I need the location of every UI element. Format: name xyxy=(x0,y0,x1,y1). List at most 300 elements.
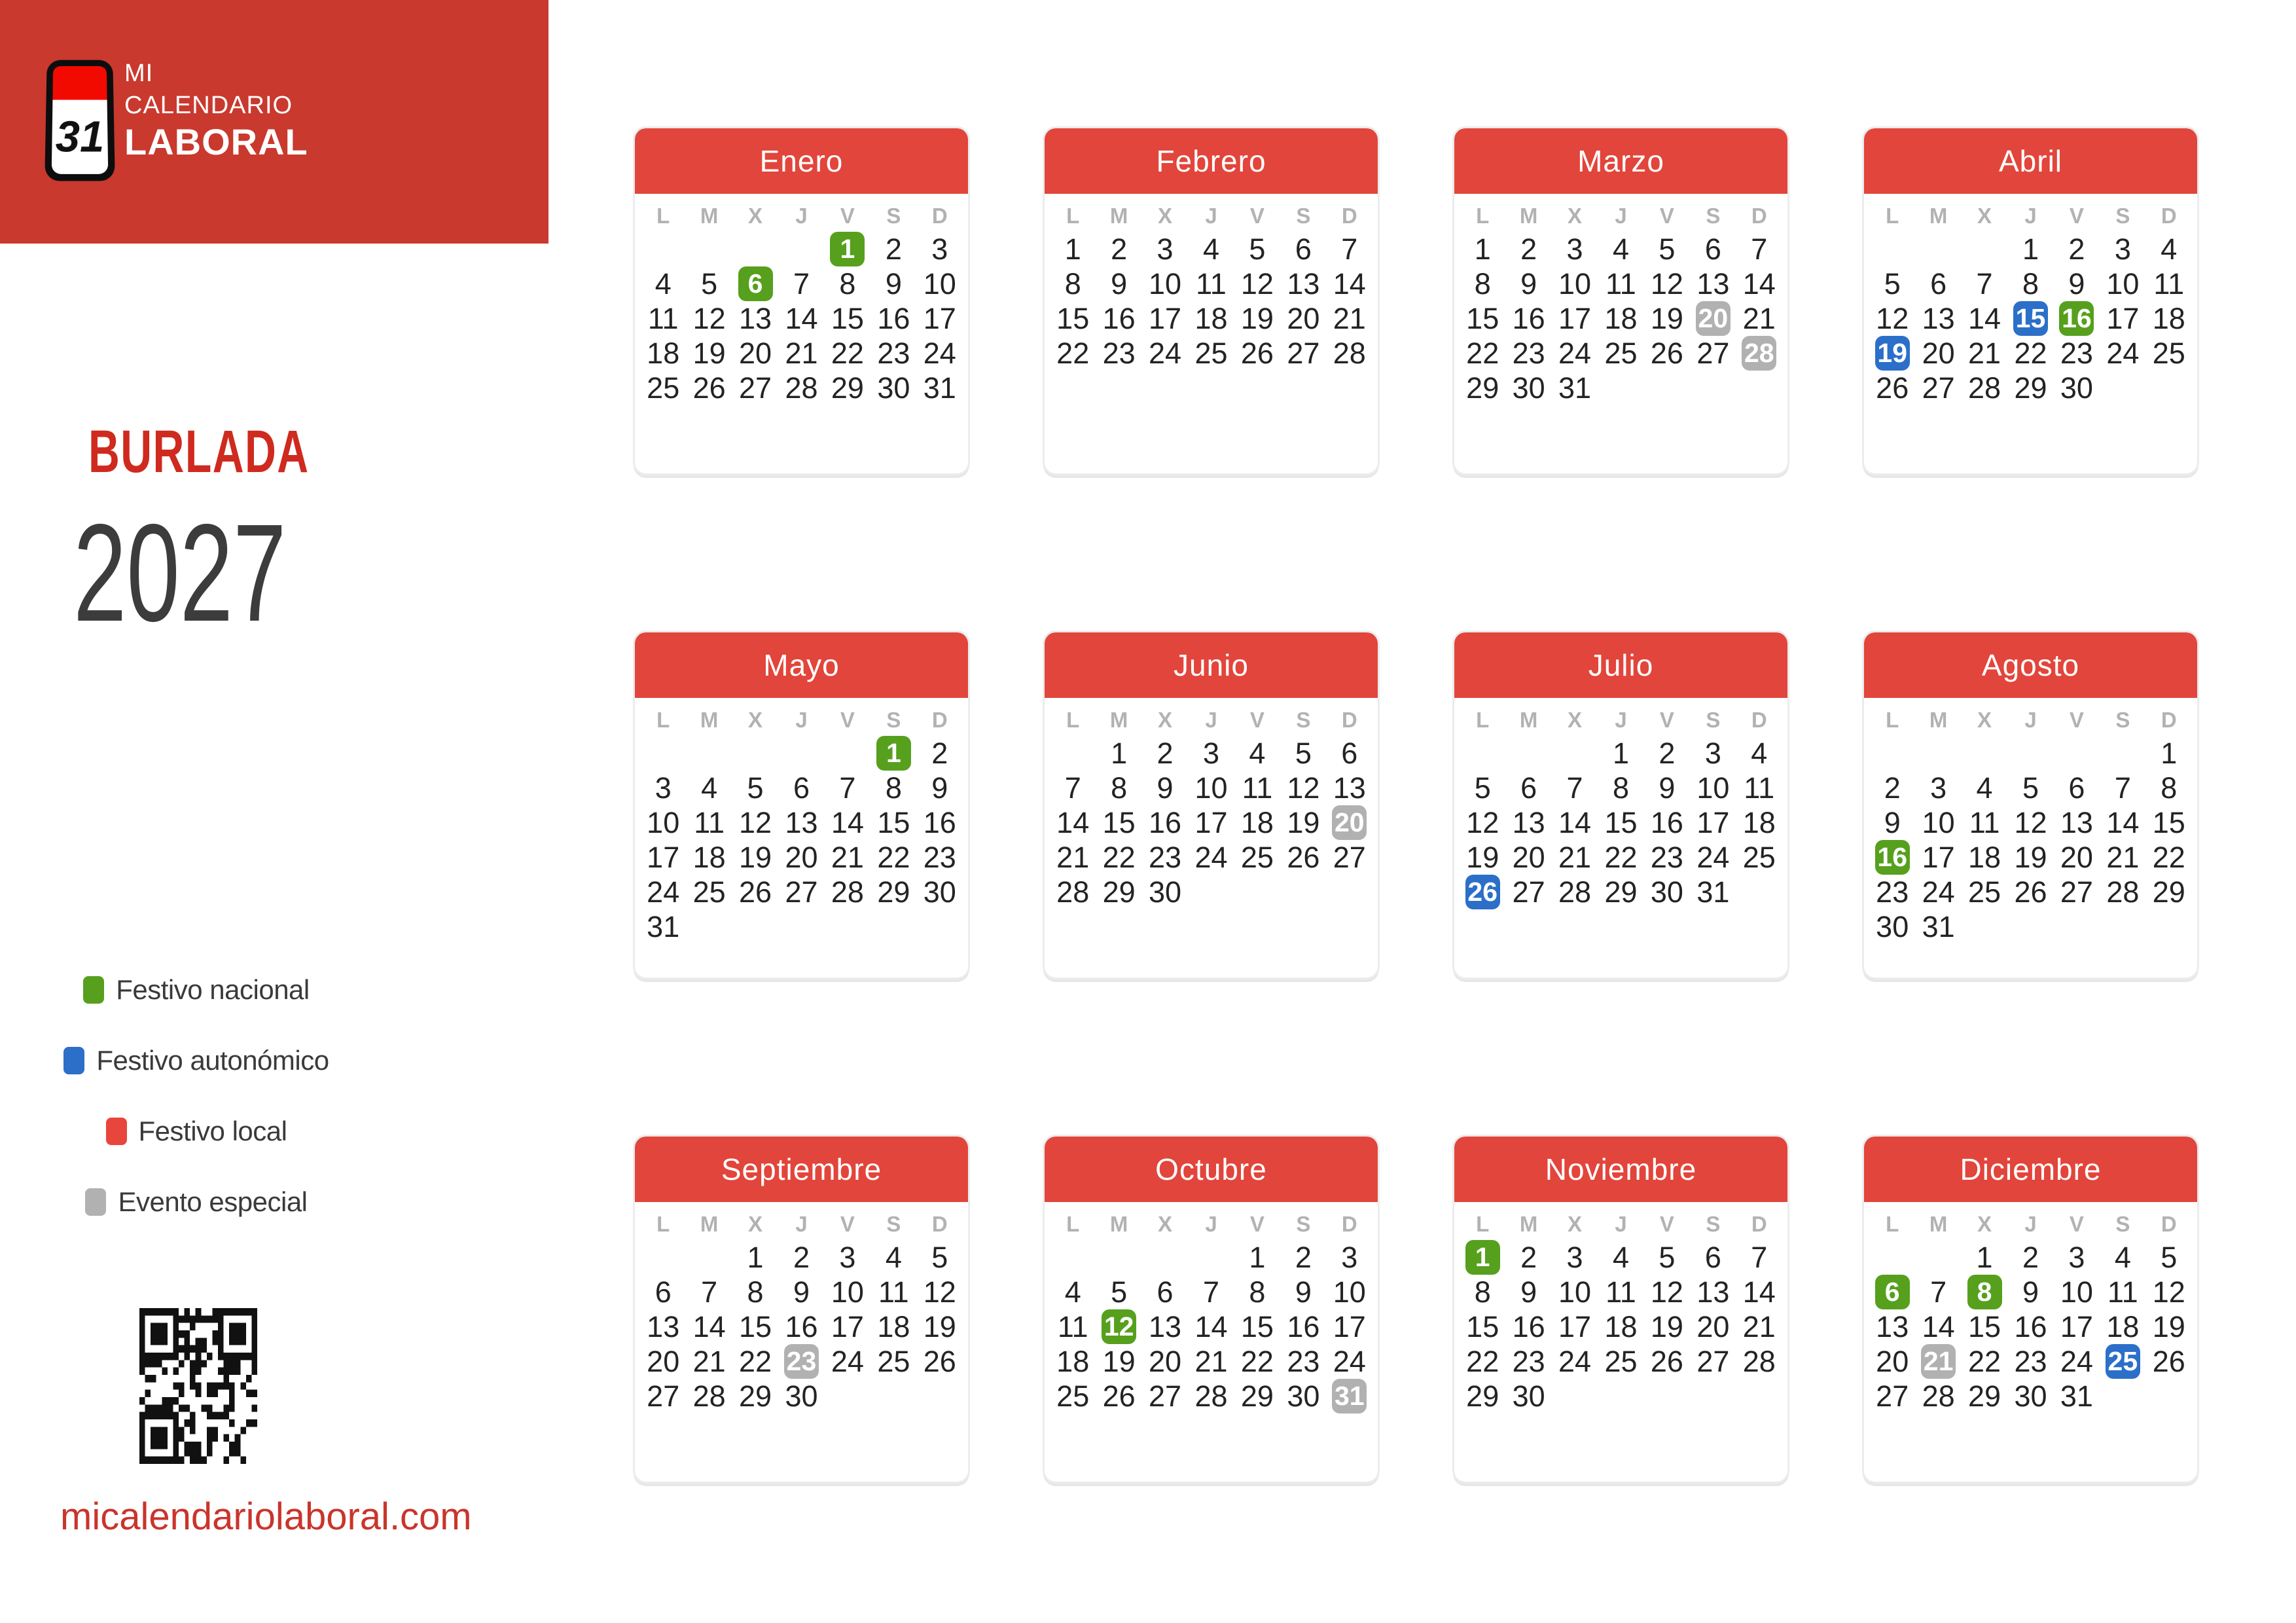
day-cell: 2 xyxy=(793,1240,810,1274)
weekday-label: L xyxy=(1886,204,1899,228)
day-cell-nacional: 16 xyxy=(2059,301,2094,336)
day-cell: 18 xyxy=(1194,301,1228,335)
day-cell: 7 xyxy=(839,771,856,805)
day-cell: 4 xyxy=(1612,232,1629,266)
day-cell: 1 xyxy=(2022,232,2039,266)
day-cell-nacional: 6 xyxy=(1875,1275,1910,1309)
weekday-row xyxy=(1454,202,1787,230)
day-cell: 6 xyxy=(1341,736,1358,770)
day-cell: 22 xyxy=(831,336,864,370)
day-cell: 11 xyxy=(1969,805,2000,839)
day-cell: 8 xyxy=(1064,266,1081,301)
weekday-label: L xyxy=(1476,204,1490,228)
day-cell: 28 xyxy=(1194,1379,1228,1413)
month-card-11 xyxy=(1452,1135,1789,1484)
day-cell: 12 xyxy=(1650,266,1683,301)
weekday-label: L xyxy=(1066,204,1080,228)
weekday-label: M xyxy=(1929,708,1948,732)
weekday-label: V xyxy=(1659,708,1674,732)
day-cell: 10 xyxy=(2106,266,2140,301)
day-cell: 17 xyxy=(647,840,680,874)
day-cell: 3 xyxy=(1341,1240,1358,1274)
weekday-label: L xyxy=(1886,708,1899,732)
day-cell: 20 xyxy=(1876,1344,1909,1378)
day-cell: 27 xyxy=(2060,875,2093,909)
day-cell: 1 xyxy=(1249,1240,1266,1274)
day-cell: 14 xyxy=(1742,266,1776,301)
day-cell: 9 xyxy=(1295,1275,1312,1309)
day-cell: 22 xyxy=(1240,1344,1274,1378)
weekday-label: M xyxy=(700,204,719,228)
weekday-label: M xyxy=(1109,1212,1128,1236)
weekday-label: V xyxy=(2069,204,2084,228)
day-cell: 16 xyxy=(1102,301,1136,335)
weekday-row xyxy=(1045,202,1378,230)
day-cell: 2 xyxy=(931,736,948,770)
day-cell: 11 xyxy=(1242,771,1273,805)
days-grid xyxy=(1864,232,2197,405)
day-cell: 14 xyxy=(2106,805,2140,839)
day-cell: 16 xyxy=(1149,805,1182,839)
day-cell: 20 xyxy=(1922,336,1955,370)
day-cell: 13 xyxy=(1149,1309,1182,1343)
day-cell: 25 xyxy=(692,875,726,909)
day-cell: 5 xyxy=(2022,771,2039,805)
day-cell: 2 xyxy=(1520,232,1537,266)
month-card-9 xyxy=(633,1135,970,1484)
day-cell: 9 xyxy=(1520,266,1537,301)
day-cell: 4 xyxy=(1751,736,1768,770)
day-cell: 13 xyxy=(1287,266,1320,301)
day-cell: 5 xyxy=(1659,1240,1676,1274)
weekday-label: S xyxy=(1706,204,1721,228)
weekday-label: X xyxy=(1158,708,1173,732)
day-cell: 28 xyxy=(1742,1344,1776,1378)
day-cell: 18 xyxy=(2152,301,2185,335)
day-cell: 4 xyxy=(1976,771,1993,805)
weekday-label: L xyxy=(1066,1212,1080,1236)
day-cell: 26 xyxy=(739,875,772,909)
city-title: BURLADA xyxy=(88,418,310,485)
day-cell: 21 xyxy=(1558,840,1592,874)
day-cell: 28 xyxy=(1056,875,1090,909)
legend-item-local xyxy=(39,1116,353,1147)
weekday-label: L xyxy=(656,204,670,228)
weekday-label: J xyxy=(795,1212,808,1236)
day-cell: 4 xyxy=(655,266,672,301)
day-cell: 15 xyxy=(1466,301,1499,335)
weekday-label: X xyxy=(1158,204,1173,228)
weekday-label: D xyxy=(2161,204,2177,228)
day-cell: 14 xyxy=(1742,1275,1776,1309)
weekday-label: L xyxy=(656,1212,670,1236)
day-cell: 23 xyxy=(1102,336,1136,370)
day-cell: 9 xyxy=(2068,266,2085,301)
day-cell: 14 xyxy=(692,1309,726,1343)
day-cell: 2 xyxy=(1659,736,1676,770)
day-cell: 19 xyxy=(2014,840,2047,874)
day-cell: 7 xyxy=(701,1275,718,1309)
day-cell: 26 xyxy=(1240,336,1274,370)
month-card-6 xyxy=(1043,630,1380,979)
day-cell: 8 xyxy=(1612,771,1629,805)
day-cell: 12 xyxy=(739,805,772,839)
day-cell-especial: 20 xyxy=(1332,805,1367,840)
day-cell: 13 xyxy=(1876,1309,1909,1343)
weekday-label: S xyxy=(1296,1212,1311,1236)
day-cell: 9 xyxy=(2022,1275,2039,1309)
day-cell: 10 xyxy=(647,805,680,839)
day-cell: 5 xyxy=(931,1240,948,1274)
day-cell: 2 xyxy=(1157,736,1174,770)
day-cell: 27 xyxy=(1876,1379,1909,1413)
day-cell: 28 xyxy=(692,1379,726,1413)
day-cell: 10 xyxy=(2060,1275,2093,1309)
day-cell: 25 xyxy=(2152,336,2185,370)
day-cell: 27 xyxy=(1696,336,1730,370)
year-title: 2027 xyxy=(73,495,287,650)
day-cell: 19 xyxy=(692,336,726,370)
day-cell: 19 xyxy=(1650,301,1683,335)
day-cell: 2 xyxy=(1295,1240,1312,1274)
day-cell: 15 xyxy=(1102,805,1136,839)
day-cell: 24 xyxy=(1558,336,1592,370)
day-cell: 18 xyxy=(1604,301,1638,335)
weekday-label: S xyxy=(1706,708,1721,732)
days-grid xyxy=(1454,232,1787,405)
website-link[interactable]: micalendariolaboral.com xyxy=(60,1495,472,1538)
day-cell: 16 xyxy=(1512,1309,1545,1343)
day-cell: 10 xyxy=(1696,771,1730,805)
day-cell: 13 xyxy=(1333,771,1366,805)
day-cell-especial: 21 xyxy=(1921,1344,1956,1379)
day-cell: 12 xyxy=(2014,805,2047,839)
weekday-label: S xyxy=(886,204,901,228)
day-cell: 29 xyxy=(831,371,864,405)
day-cell: 5 xyxy=(1249,232,1266,266)
day-cell: 9 xyxy=(793,1275,810,1309)
day-cell: 17 xyxy=(1922,840,1955,874)
days-grid xyxy=(635,1240,968,1413)
weekday-label: V xyxy=(840,708,855,732)
weekday-label: M xyxy=(1109,204,1128,228)
day-cell: 31 xyxy=(2060,1379,2093,1413)
day-cell: 25 xyxy=(647,371,680,405)
weekday-label: V xyxy=(840,204,855,228)
day-cell: 20 xyxy=(739,336,772,370)
day-cell: 13 xyxy=(1922,301,1955,335)
weekday-label: V xyxy=(840,1212,855,1236)
day-cell: 10 xyxy=(1333,1275,1366,1309)
month-title: Julio xyxy=(1454,632,1787,698)
weekday-label: X xyxy=(1158,1212,1173,1236)
weekday-label: J xyxy=(795,204,808,228)
day-cell: 18 xyxy=(1742,805,1776,839)
day-cell: 21 xyxy=(1742,301,1776,335)
weekday-label: D xyxy=(1751,204,1767,228)
day-cell: 12 xyxy=(1466,805,1499,839)
day-cell: 19 xyxy=(1650,1309,1683,1343)
day-cell: 25 xyxy=(1604,1344,1638,1378)
day-cell: 20 xyxy=(785,840,818,874)
day-cell: 11 xyxy=(694,805,725,839)
day-cell: 19 xyxy=(1466,840,1499,874)
weekday-label: L xyxy=(1476,1212,1490,1236)
weekday-label: S xyxy=(2115,708,2130,732)
weekday-label: D xyxy=(1341,1212,1357,1236)
day-cell: 30 xyxy=(1512,371,1545,405)
day-cell: 25 xyxy=(1194,336,1228,370)
days-grid xyxy=(635,736,968,944)
day-cell: 11 xyxy=(1605,266,1636,301)
day-cell: 7 xyxy=(2114,771,2131,805)
day-cell: 13 xyxy=(739,301,772,335)
day-cell: 7 xyxy=(1202,1275,1219,1309)
weekday-label: D xyxy=(931,1212,948,1236)
day-cell: 6 xyxy=(1295,232,1312,266)
weekday-row xyxy=(635,202,968,230)
day-cell: 13 xyxy=(1512,805,1545,839)
day-cell: 3 xyxy=(1704,736,1721,770)
day-cell: 10 xyxy=(1194,771,1228,805)
day-cell: 7 xyxy=(1064,771,1081,805)
legend-item-especial xyxy=(39,1186,353,1218)
day-cell: 24 xyxy=(1696,840,1730,874)
day-cell: 11 xyxy=(1196,266,1227,301)
legend-label: Festivo nacional xyxy=(116,974,310,1005)
day-cell: 14 xyxy=(831,805,864,839)
day-cell-especial: 23 xyxy=(784,1344,819,1379)
weekday-label: X xyxy=(1977,708,1992,732)
day-cell: 26 xyxy=(2014,875,2047,909)
calendar-31-icon xyxy=(45,60,115,181)
day-cell: 6 xyxy=(2068,771,2085,805)
day-cell: 14 xyxy=(1922,1309,1955,1343)
day-cell: 13 xyxy=(1696,266,1730,301)
weekday-label: J xyxy=(1615,1212,1627,1236)
day-cell: 10 xyxy=(1558,266,1592,301)
day-cell: 20 xyxy=(1512,840,1545,874)
day-cell: 16 xyxy=(877,301,910,335)
day-cell: 26 xyxy=(2152,1344,2185,1378)
day-cell: 27 xyxy=(785,875,818,909)
day-cell: 6 xyxy=(1704,1240,1721,1274)
day-cell: 22 xyxy=(1604,840,1638,874)
day-cell: 13 xyxy=(1696,1275,1730,1309)
day-cell: 9 xyxy=(1111,266,1128,301)
weekday-label: V xyxy=(1659,204,1674,228)
day-cell: 19 xyxy=(739,840,772,874)
day-cell: 29 xyxy=(1968,1379,2001,1413)
day-cell: 30 xyxy=(1876,909,1909,943)
day-cell: 7 xyxy=(793,266,810,301)
day-cell: 4 xyxy=(2114,1240,2131,1274)
local-color-swatch xyxy=(106,1118,127,1145)
day-cell: 17 xyxy=(1558,1309,1592,1343)
day-cell-nacional: 8 xyxy=(1967,1275,2002,1309)
weekday-label: M xyxy=(1519,708,1538,732)
day-cell: 23 xyxy=(923,840,956,874)
legend-label: Festivo autonómico xyxy=(96,1045,329,1076)
day-cell: 7 xyxy=(1751,1240,1768,1274)
month-title: Noviembre xyxy=(1454,1137,1787,1202)
weekday-row xyxy=(635,706,968,735)
day-cell: 23 xyxy=(877,336,910,370)
day-cell: 1 xyxy=(1474,232,1491,266)
day-cell: 18 xyxy=(877,1309,910,1343)
day-cell: 21 xyxy=(692,1344,726,1378)
weekday-row xyxy=(1454,1210,1787,1239)
day-cell: 5 xyxy=(2161,1240,2178,1274)
weekday-label: X xyxy=(1977,204,1992,228)
day-cell: 5 xyxy=(747,771,764,805)
weekday-label: M xyxy=(700,1212,719,1236)
weekday-label: X xyxy=(748,1212,763,1236)
day-cell: 16 xyxy=(785,1309,818,1343)
day-cell: 26 xyxy=(692,371,726,405)
day-cell: 1 xyxy=(1612,736,1629,770)
day-cell: 17 xyxy=(1696,805,1730,839)
day-cell: 14 xyxy=(1056,805,1090,839)
day-cell: 19 xyxy=(1287,805,1320,839)
day-cell: 9 xyxy=(931,771,948,805)
day-cell: 23 xyxy=(1149,840,1182,874)
day-cell: 9 xyxy=(1659,771,1676,805)
day-cell: 8 xyxy=(839,266,856,301)
day-cell: 24 xyxy=(831,1344,864,1378)
month-card-7 xyxy=(1452,630,1789,979)
day-cell: 22 xyxy=(1466,1344,1499,1378)
day-cell: 16 xyxy=(1650,805,1683,839)
day-cell: 9 xyxy=(1520,1275,1537,1309)
day-cell: 2 xyxy=(885,232,902,266)
day-cell: 13 xyxy=(2060,805,2093,839)
weekday-label: M xyxy=(1519,204,1538,228)
day-cell: 3 xyxy=(1566,1240,1583,1274)
days-grid xyxy=(1864,1240,2197,1413)
day-cell: 10 xyxy=(923,266,956,301)
day-cell-nacional: 12 xyxy=(1102,1309,1136,1344)
weekday-label: S xyxy=(886,708,901,732)
day-cell: 3 xyxy=(1930,771,1947,805)
weekday-label: J xyxy=(1205,1212,1217,1236)
day-cell: 20 xyxy=(1149,1344,1182,1378)
day-cell: 12 xyxy=(1240,266,1274,301)
day-cell: 18 xyxy=(1240,805,1274,839)
weekday-label: X xyxy=(748,204,763,228)
weekday-row xyxy=(1045,1210,1378,1239)
day-cell: 29 xyxy=(2014,371,2047,405)
month-card-3 xyxy=(1452,126,1789,475)
day-cell: 17 xyxy=(831,1309,864,1343)
weekday-label: V xyxy=(1659,1212,1674,1236)
day-cell: 22 xyxy=(739,1344,772,1378)
day-cell: 5 xyxy=(1884,266,1901,301)
day-cell: 21 xyxy=(1333,301,1366,335)
day-cell: 24 xyxy=(2060,1344,2093,1378)
brand-line-laboral: LABORAL xyxy=(124,121,308,162)
day-cell: 8 xyxy=(1474,1275,1491,1309)
day-cell: 27 xyxy=(1696,1344,1730,1378)
day-cell: 27 xyxy=(739,371,772,405)
day-cell: 2 xyxy=(1111,232,1128,266)
legend-item-autonomico xyxy=(39,1045,353,1076)
day-cell: 11 xyxy=(878,1275,909,1309)
day-cell: 31 xyxy=(923,371,956,405)
day-cell: 11 xyxy=(2107,1275,2138,1309)
day-cell: 15 xyxy=(1240,1309,1274,1343)
day-cell: 7 xyxy=(1930,1275,1947,1309)
day-cell: 10 xyxy=(1558,1275,1592,1309)
day-cell: 7 xyxy=(1976,266,1993,301)
day-cell: 23 xyxy=(2060,336,2093,370)
day-cell: 9 xyxy=(885,266,902,301)
day-cell: 21 xyxy=(2106,840,2140,874)
day-cell: 15 xyxy=(1968,1309,2001,1343)
day-cell: 4 xyxy=(1612,1240,1629,1274)
day-cell: 12 xyxy=(692,301,726,335)
month-card-1 xyxy=(633,126,970,475)
day-cell: 14 xyxy=(785,301,818,335)
day-cell: 22 xyxy=(1466,336,1499,370)
day-cell: 26 xyxy=(923,1344,956,1378)
day-cell: 20 xyxy=(1696,1309,1730,1343)
brand-line-calendario: CALENDARIO xyxy=(124,92,293,119)
weekday-label: V xyxy=(1249,708,1265,732)
day-cell: 28 xyxy=(1968,371,2001,405)
day-cell: 2 xyxy=(2022,1240,2039,1274)
month-card-5 xyxy=(633,630,970,979)
weekday-label: J xyxy=(1205,708,1217,732)
day-cell-autonomico: 15 xyxy=(2013,301,2048,336)
day-cell: 8 xyxy=(2161,771,2178,805)
day-cell: 6 xyxy=(1704,232,1721,266)
day-cell: 23 xyxy=(1512,1344,1545,1378)
weekday-label: S xyxy=(1296,204,1311,228)
weekday-label: L xyxy=(1886,1212,1899,1236)
day-cell: 30 xyxy=(877,371,910,405)
weekday-label: S xyxy=(2115,204,2130,228)
day-cell: 15 xyxy=(1604,805,1638,839)
day-cell: 17 xyxy=(1558,301,1592,335)
day-cell: 27 xyxy=(647,1379,680,1413)
day-cell: 5 xyxy=(1474,771,1491,805)
day-cell: 17 xyxy=(923,301,956,335)
day-cell: 2 xyxy=(2068,232,2085,266)
day-cell: 30 xyxy=(1650,875,1683,909)
day-cell: 27 xyxy=(1512,875,1545,909)
weekday-label: D xyxy=(1751,1212,1767,1236)
day-cell: 5 xyxy=(1111,1275,1128,1309)
day-cell: 12 xyxy=(2152,1275,2185,1309)
day-cell: 3 xyxy=(839,1240,856,1274)
day-cell-especial: 20 xyxy=(1696,301,1731,336)
month-title: Febrero xyxy=(1045,128,1378,194)
month-title: Octubre xyxy=(1045,1137,1378,1202)
day-cell: 30 xyxy=(1149,875,1182,909)
weekday-label: D xyxy=(2161,1212,2177,1236)
day-cell: 29 xyxy=(1466,1379,1499,1413)
weekday-label: S xyxy=(1706,1212,1721,1236)
weekday-label: X xyxy=(1977,1212,1992,1236)
legend-label: Evento especial xyxy=(118,1186,308,1217)
day-cell: 14 xyxy=(1333,266,1366,301)
day-cell: 3 xyxy=(655,771,672,805)
days-grid xyxy=(1045,232,1378,371)
day-cell: 5 xyxy=(701,266,718,301)
day-cell: 8 xyxy=(1474,266,1491,301)
weekday-label: J xyxy=(2024,204,2037,228)
